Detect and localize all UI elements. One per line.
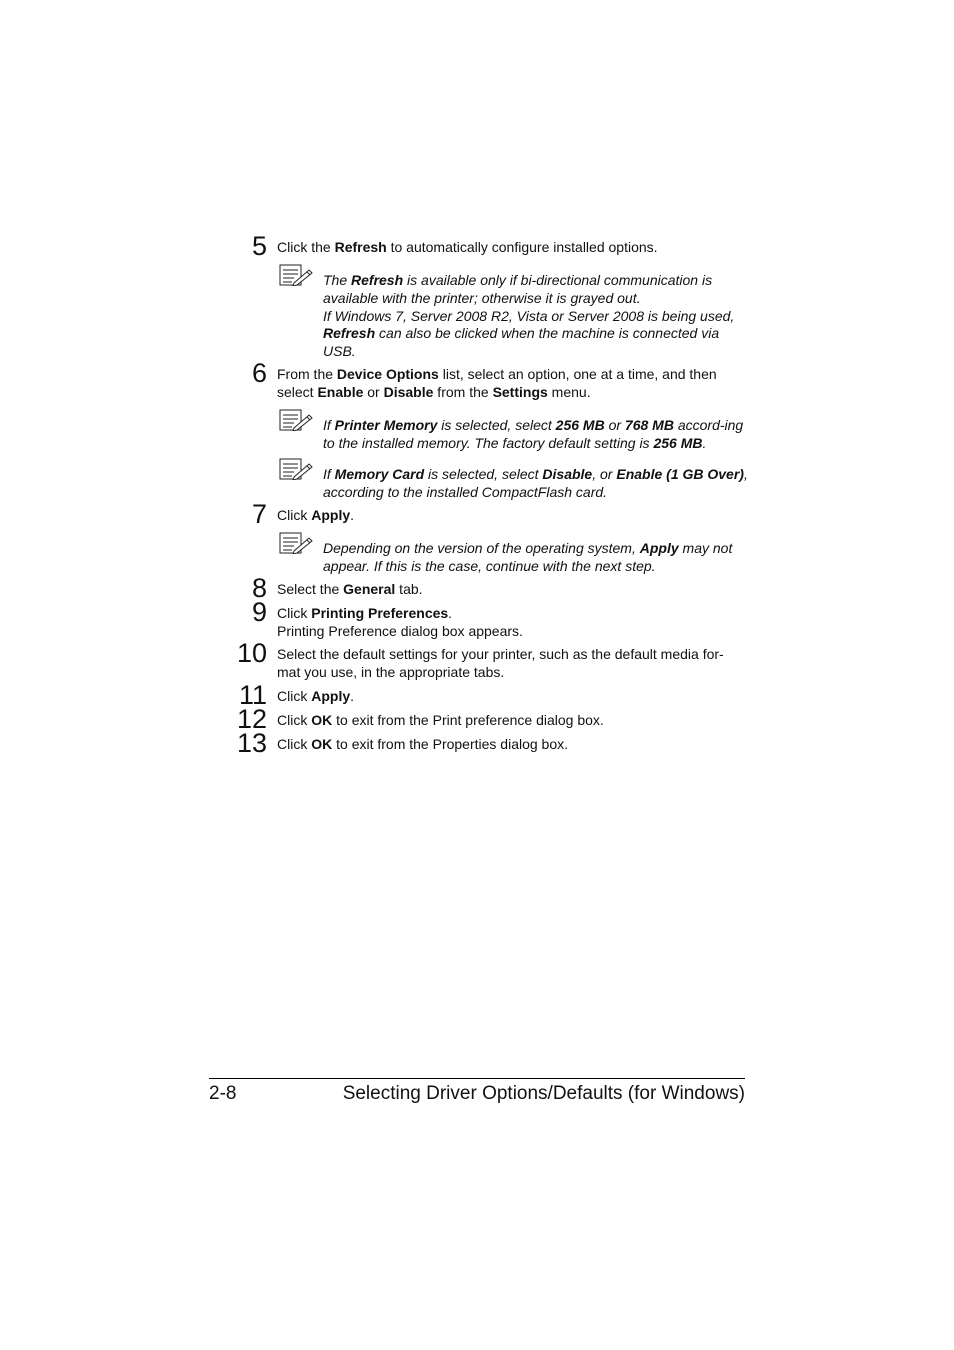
text-run: to exit from the Print preference dialog box. <box>332 712 604 728</box>
note-text <box>323 417 749 453</box>
text-run: . <box>350 507 355 523</box>
step-number: 9 <box>251 597 267 627</box>
text-run: is selected, select <box>424 466 543 482</box>
step-instruction <box>277 239 747 257</box>
emphasis-text: Disable <box>542 466 593 482</box>
text-run: Select the default settings for your printer, such as the default media for-mat you use, in the appropriate tabs. <box>277 646 724 680</box>
emphasis-text: Disable <box>383 383 434 400</box>
emphasis-text: Memory Card <box>334 466 425 482</box>
emphasis-text: Settings <box>492 383 548 400</box>
emphasis-text: Refresh <box>351 272 404 288</box>
text-run: or <box>363 383 384 400</box>
emphasis-text: 256 MB <box>555 417 605 433</box>
text-run: Click <box>277 688 312 704</box>
step-number: 5 <box>251 231 267 261</box>
emphasis-text: Apply <box>311 507 351 523</box>
note-pencil-icon <box>279 458 313 480</box>
emphasis-text: Enable (1 GB Over) <box>616 466 744 482</box>
text-run: is available only if bi-directional communication is available with the printer; otherwise it is grayed out. <box>323 272 713 306</box>
text-run: to automatically configure installed options. <box>386 239 658 255</box>
footer-rule <box>209 1078 745 1079</box>
text-run: The <box>323 272 352 288</box>
step-instruction <box>277 712 747 730</box>
text-run: to exit from the Properties dialog box. <box>332 736 569 752</box>
text-run: Click <box>277 605 312 621</box>
emphasis-text: Printing Preferences <box>311 605 449 621</box>
footer-page-number: 2-8 <box>209 1083 237 1104</box>
emphasis-text: General <box>343 581 396 597</box>
emphasis-text: OK <box>311 712 333 728</box>
emphasis-text: Apply <box>311 688 351 704</box>
step-instruction <box>277 366 747 401</box>
text-run: Click <box>277 712 312 728</box>
emphasis-text: 768 MB <box>624 417 674 433</box>
text-run: Click <box>277 507 312 523</box>
text-run: accord-ing to the installed memory. The factory default setting is <box>323 417 744 451</box>
text-run: can also be clicked when the machine is connected via USB. <box>323 325 720 360</box>
text-run: Select the <box>277 581 344 597</box>
text-run: , according to the installed CompactFlash card. <box>323 466 748 500</box>
text-run: menu. <box>547 383 591 400</box>
text-run: Click the <box>277 239 335 255</box>
note-text <box>323 540 749 576</box>
text-run: list, select an option, one at a time, and then select <box>277 366 717 400</box>
step-number: 12 <box>236 704 267 734</box>
emphasis-text: Enable <box>317 383 364 400</box>
note-text <box>323 272 749 361</box>
emphasis-text: OK <box>311 736 333 752</box>
note-pencil-icon <box>279 532 313 554</box>
text-run: tab. <box>395 581 423 597</box>
step-number: 13 <box>236 728 267 758</box>
step-number: 8 <box>251 573 267 603</box>
text-run: If Windows 7, Server 2008 R2, Vista or Server 2008 is being used, <box>323 307 735 324</box>
emphasis-text: Apply <box>639 540 679 556</box>
text-run: From the <box>277 366 337 382</box>
text-run: . <box>448 605 453 621</box>
text-run: If <box>323 466 335 482</box>
text-run: Click <box>277 736 312 752</box>
emphasis-text: Printer Memory <box>334 417 438 433</box>
step-instruction <box>277 736 747 754</box>
text-run: If <box>323 417 335 433</box>
step-number: 10 <box>236 638 267 668</box>
text-run: may not appear. If this is the case, continue with the next step. <box>323 540 733 574</box>
text-run: is selected, select <box>437 417 556 433</box>
step-instruction <box>277 581 747 599</box>
note-pencil-icon <box>279 264 313 286</box>
text-run: from the <box>433 383 493 400</box>
footer-section-title: Selecting Driver Options/Defaults (for Windows) <box>342 1083 745 1104</box>
step-instruction <box>277 688 747 706</box>
emphasis-text: Refresh <box>323 325 376 342</box>
text-run: Depending on the version of the operating system, <box>323 540 640 556</box>
emphasis-text: Device Options <box>336 366 439 382</box>
note-text <box>323 466 749 502</box>
step-number: 6 <box>251 358 267 388</box>
step-instruction <box>277 605 747 640</box>
emphasis-text: Refresh <box>334 239 387 255</box>
text-run: . <box>702 434 707 451</box>
text-run: . <box>350 688 355 704</box>
step-instruction <box>277 507 747 525</box>
emphasis-text: 256 MB <box>653 434 703 451</box>
step-number: 11 <box>238 680 267 710</box>
text-run: Printing Preference dialog box appears. <box>277 622 523 639</box>
text-run: or <box>604 417 625 433</box>
step-instruction <box>277 646 747 681</box>
text-run: , or <box>592 466 617 482</box>
step-number: 7 <box>251 499 267 529</box>
note-pencil-icon <box>279 409 313 431</box>
